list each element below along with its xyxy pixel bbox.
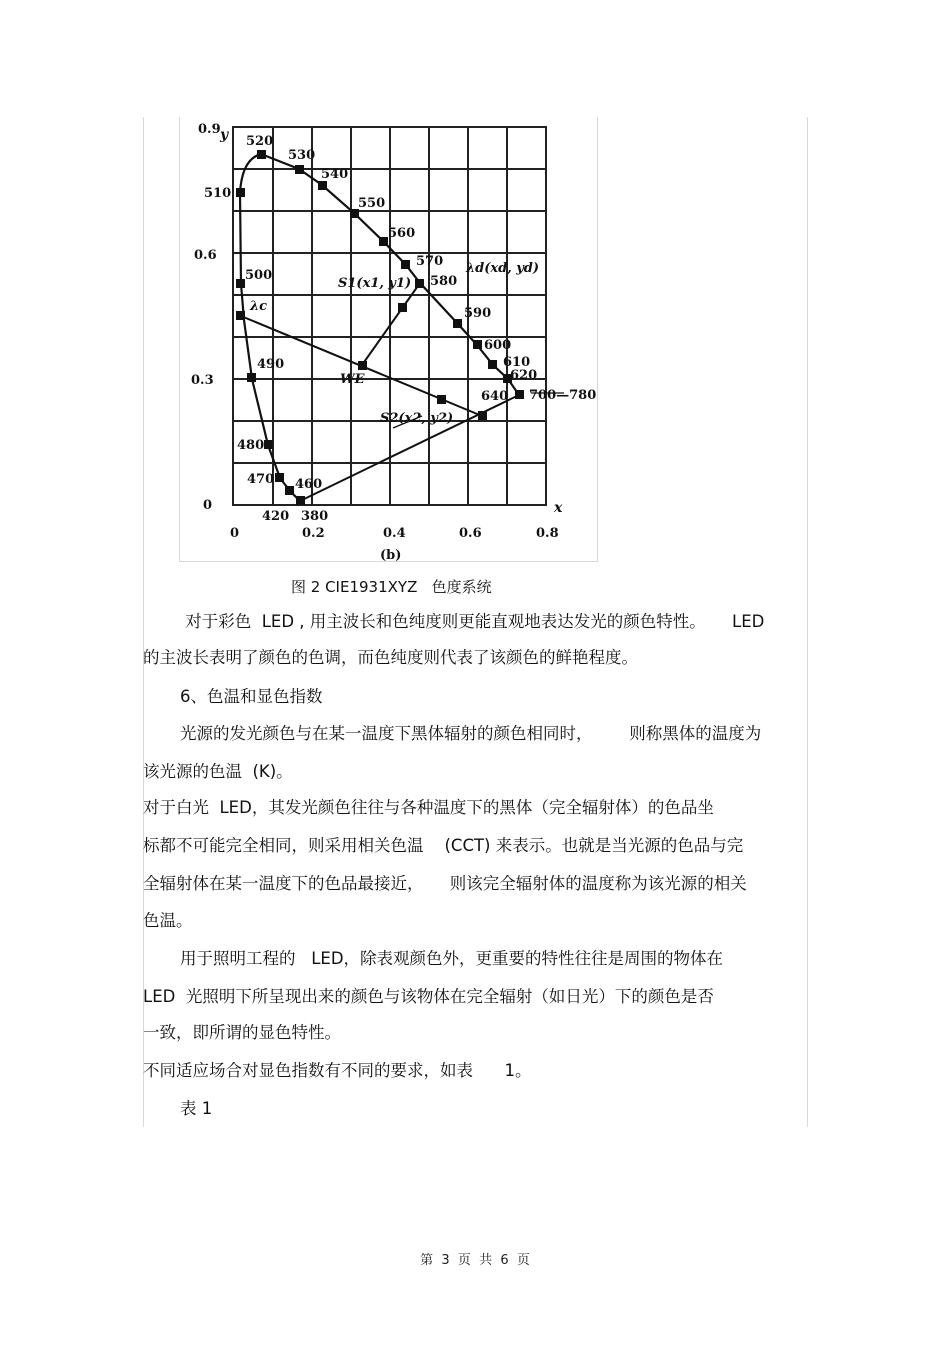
label-620: 620 [510, 368, 538, 383]
paragraph-4-line-3: 一致，即所谓的显色特性。 [143, 1023, 341, 1042]
y-tick-0.9: 0.9 [198, 122, 221, 137]
label-610: 610 [503, 355, 531, 370]
paragraph-3-line-4: 色温。 [143, 911, 193, 930]
left-margin-rule [143, 117, 144, 1127]
page-footer: 第 3 页 共 6 页 [420, 1253, 530, 1268]
paragraph-1-line-2: 的主波长表明了颜色的色调，而色纯度则代表了该颜色的鲜艳程度。 [143, 648, 638, 667]
label-510: 510 [204, 186, 232, 201]
section-heading-6: 6、色温和显色指数 [180, 687, 323, 706]
sublabel-b: (b) [380, 548, 402, 562]
label-540: 540 [321, 167, 349, 182]
label-lambda-d: λd(xd, yd) [466, 261, 540, 276]
marker-480 [264, 440, 273, 449]
marker-560 [379, 237, 388, 246]
x-tick-0.4: 0.4 [383, 526, 406, 541]
marker-500 [236, 279, 245, 288]
marker-610 [488, 360, 497, 369]
paragraph-4-line-1: 用于照明工程的 LED，除表观颜色外，更重要的特性往往是周围的物体在 [180, 949, 724, 968]
marker-600 [473, 340, 482, 349]
right-margin-rule [807, 117, 808, 1127]
marker-530 [295, 165, 304, 174]
x-tick-0.6: 0.6 [459, 526, 482, 541]
x-tick-0: 0 [230, 526, 240, 541]
x-tick-0.8: 0.8 [536, 526, 559, 541]
paragraph-3-line-1: 对于白光 LED，其发光颜色往往与各种温度下的黑体（完全辐射体）的色品坐 [143, 798, 714, 817]
x-axis-label: x [554, 500, 563, 516]
paragraph-3-line-3: 全辐射体在某一温度下的色品最接近， 则该完全辐射体的温度称为该光源的相关 [143, 874, 747, 893]
label-490: 490 [257, 357, 285, 372]
label-570: 570 [416, 254, 444, 269]
paragraph-2-line-1: 光源的发光颜色与在某一温度下黑体辐射的颜色相同时， 则称黑体的温度为 [180, 724, 762, 743]
y-tick-0.3: 0.3 [191, 373, 214, 388]
label-590: 590 [464, 306, 492, 321]
marker-s1 [398, 303, 407, 312]
marker-380 [296, 496, 305, 505]
marker-460 [285, 486, 294, 495]
paragraph-1-line-1: 对于彩色 LED , 用主波长和色纯度则更能直观地表达发光的颜色特性。 LED [180, 612, 765, 631]
marker-540 [318, 181, 327, 190]
cie-chromaticity-figure [180, 117, 598, 562]
marker-570 [401, 260, 410, 269]
label-420: 420 [262, 509, 290, 524]
marker-we [358, 361, 367, 370]
label-520: 520 [246, 134, 274, 149]
label-s2: S2(x2, y2) [380, 411, 454, 426]
marker-640 [478, 411, 487, 420]
label-560: 560 [388, 226, 416, 241]
paragraph-3-line-2: 标都不可能完全相同，则采用相关色温 (CCT) 来表示。也就是当光源的色品与完 [143, 836, 744, 855]
label-lambda-c: λc [250, 299, 268, 314]
label-we: WE [340, 372, 365, 387]
label-480: 480 [237, 438, 265, 453]
marker-490 [247, 373, 256, 382]
marker-s2 [437, 395, 446, 404]
marker-700 [515, 390, 524, 399]
x-tick-0.2: 0.2 [302, 526, 325, 541]
marker-520 [257, 150, 266, 159]
y-axis-label: y [220, 127, 229, 143]
marker-590 [453, 319, 462, 328]
label-550: 550 [358, 196, 386, 211]
label-380: 380 [301, 509, 329, 524]
label-470: 470 [247, 472, 275, 487]
y-tick-0: 0 [203, 498, 213, 513]
label-500: 500 [245, 268, 273, 283]
label-580: 580 [430, 274, 458, 289]
marker-580 [415, 279, 424, 288]
label-600: 600 [484, 338, 512, 353]
figure-caption: 图 2 CIE1931XYZ 色度系统 [291, 578, 492, 596]
label-640: 640 [481, 389, 509, 404]
y-tick-0.6: 0.6 [194, 248, 217, 263]
paragraph-2-line-2: 该光源的色温 (K)。 [143, 762, 293, 781]
marker-510 [236, 188, 245, 197]
grid [233, 127, 546, 505]
paragraph-4-line-2: LED 光照明下所呈现出来的颜色与该物体在完全辐射（如日光）下的颜色是否 [143, 987, 714, 1006]
label-700-780: 700—780 [529, 388, 597, 403]
label-530: 530 [288, 148, 316, 163]
marker-470 [275, 473, 284, 482]
table-label: 表 1 [180, 1099, 213, 1118]
label-s1: S1(x1, y1) [338, 276, 412, 291]
marker-lambda-c [236, 311, 245, 320]
paragraph-5-line-1: 不同适应场合对显色指数有不同的要求，如表 1。 [143, 1061, 532, 1080]
label-460: 460 [295, 477, 323, 492]
